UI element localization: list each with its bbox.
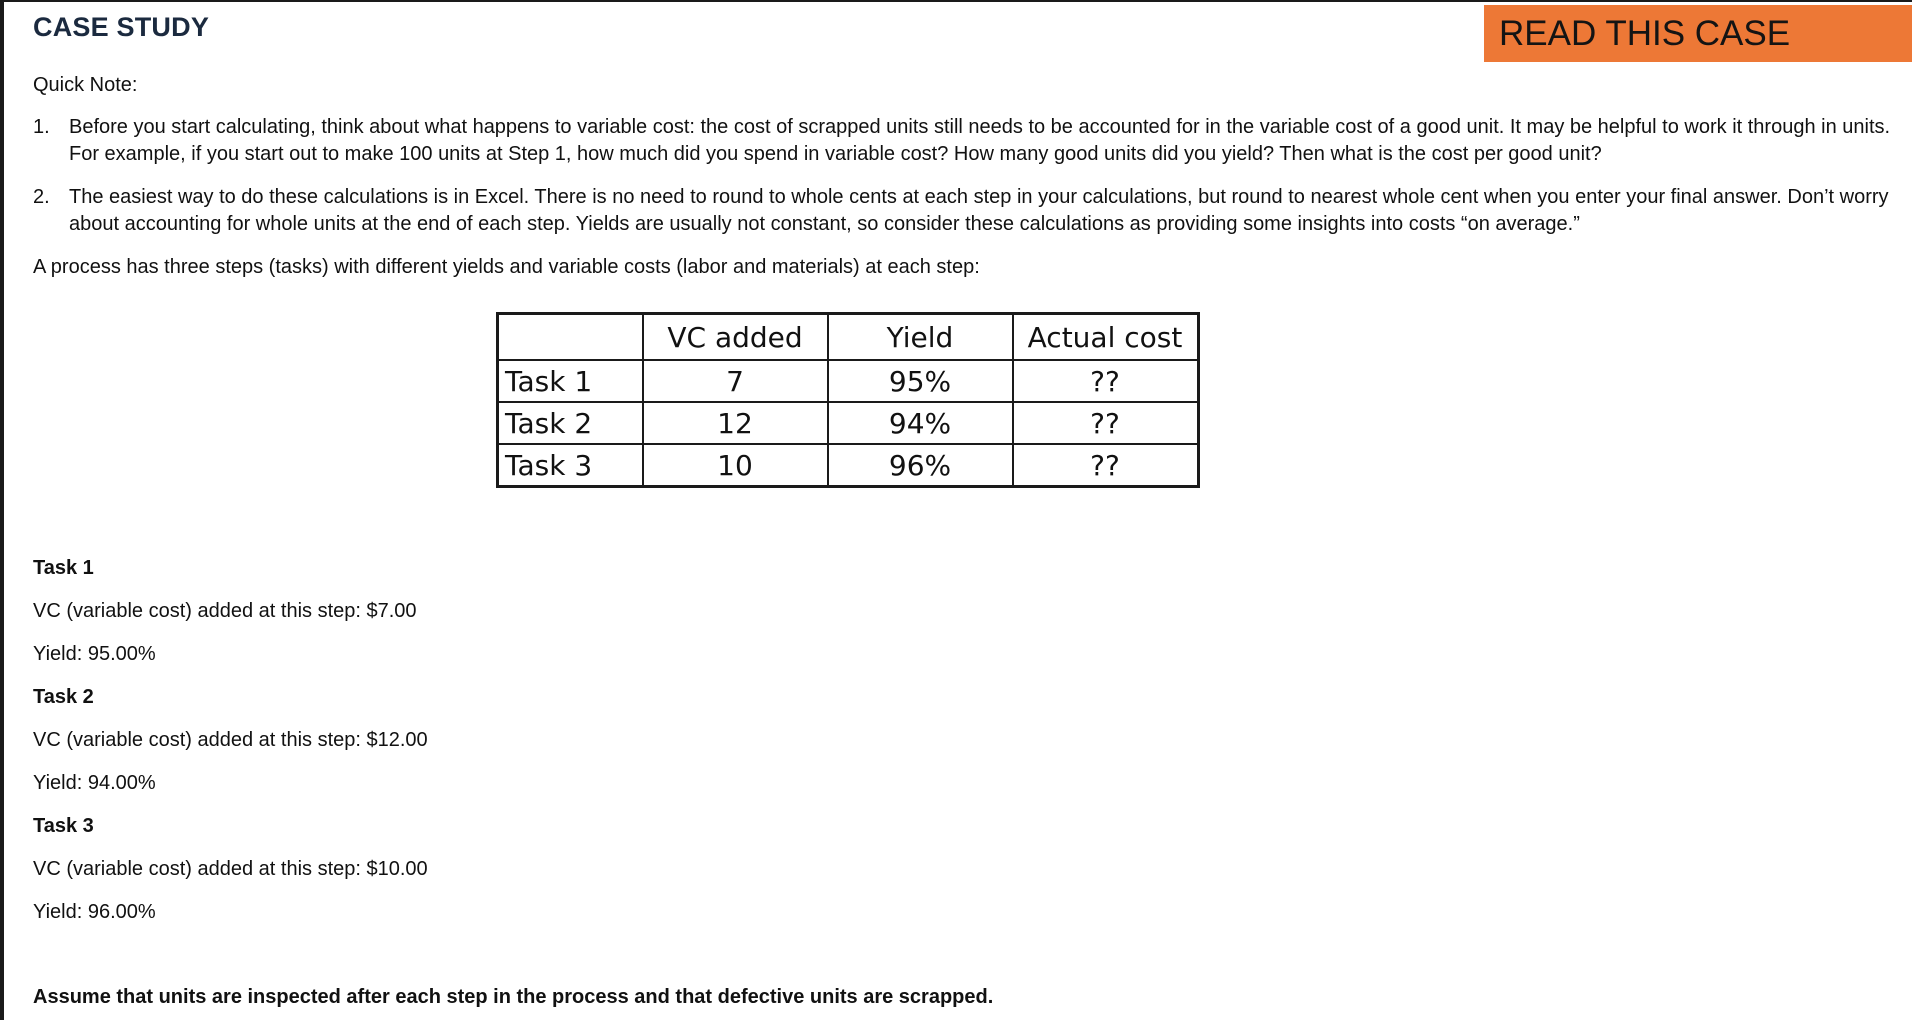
quick-note-item-1-number: 1. bbox=[33, 116, 50, 138]
read-this-case-button[interactable]: READ THIS CASE bbox=[1484, 5, 1912, 62]
task-2-heading: Task 2 bbox=[33, 686, 94, 708]
quick-note-item-2-text-content: The easiest way to do these calculations is in Excel. There is no need to round to whole cents at each step in your calculations, but round to nearest whole cent when you enter your final answer. Don’t worry about accounting for whole units at the end of each step. Yields are usually not constant, so consider these calculations as providing some insights into costs “on average.” bbox=[69, 186, 1889, 235]
table-cell: ?? bbox=[1013, 402, 1199, 444]
table-cell: Task 2 bbox=[498, 402, 643, 444]
task-2-yield: Yield: 94.00% bbox=[33, 772, 156, 794]
table-header-cell: Yield bbox=[828, 314, 1013, 361]
table-cell: ?? bbox=[1013, 360, 1199, 402]
table-cell: ?? bbox=[1013, 444, 1199, 487]
intro-text: A process has three steps (tasks) with different yields and variable costs (labor and materials) at each step: bbox=[33, 256, 980, 278]
table-cell: 94% bbox=[828, 402, 1013, 444]
table-header-cell bbox=[498, 314, 643, 361]
table-header-row bbox=[498, 314, 1199, 361]
page-title: CASE STUDY bbox=[33, 12, 210, 42]
task-2-vc: VC (variable cost) added at this step: $12.00 bbox=[33, 729, 428, 751]
task-3-vc: VC (variable cost) added at this step: $10.00 bbox=[33, 858, 428, 880]
table-header-cell: Actual cost bbox=[1013, 314, 1199, 361]
quick-note-label: Quick Note: bbox=[33, 74, 138, 96]
table-header-cell: VC added bbox=[643, 314, 828, 361]
table-cell: 95% bbox=[828, 360, 1013, 402]
task-1-yield: Yield: 95.00% bbox=[33, 643, 156, 665]
task-1-vc: VC (variable cost) added at this step: $7.00 bbox=[33, 600, 417, 622]
table-cell: Task 3 bbox=[498, 444, 643, 487]
table-row bbox=[498, 360, 1199, 402]
table-cell: Task 1 bbox=[498, 360, 643, 402]
quick-note-item-2-number: 2. bbox=[33, 186, 50, 208]
table-row bbox=[498, 402, 1199, 444]
table-row bbox=[498, 444, 1199, 487]
quick-note-item-1-text-content: Before you start calculating, think about what happens to variable cost: the cost of scrapped units still needs to be accounted for in the variable cost of a good unit. It may be helpful to work it through in units. For example, if you start out to make 100 units at Step 1, how much did you spend in variable cost? How many good units did you yield? Then what is the cost per good unit? bbox=[69, 116, 1891, 165]
task-1-heading: Task 1 bbox=[33, 557, 94, 579]
quick-note-item-2-text bbox=[69, 184, 1912, 238]
table-cell: 7 bbox=[643, 360, 828, 402]
task-3-heading: Task 3 bbox=[33, 815, 94, 837]
table-cell: 10 bbox=[643, 444, 828, 487]
quick-note-item-1 bbox=[33, 114, 1912, 168]
table-cell: 96% bbox=[828, 444, 1013, 487]
table-cell: 12 bbox=[643, 402, 828, 444]
quick-note-item-2 bbox=[33, 184, 1912, 238]
assumption-text: Assume that units are inspected after each step in the process and that defective units are scrapped. bbox=[33, 986, 994, 1008]
task-3-yield: Yield: 96.00% bbox=[33, 901, 156, 923]
task-table bbox=[496, 312, 1200, 488]
quick-note-item-1-text bbox=[69, 114, 1912, 168]
